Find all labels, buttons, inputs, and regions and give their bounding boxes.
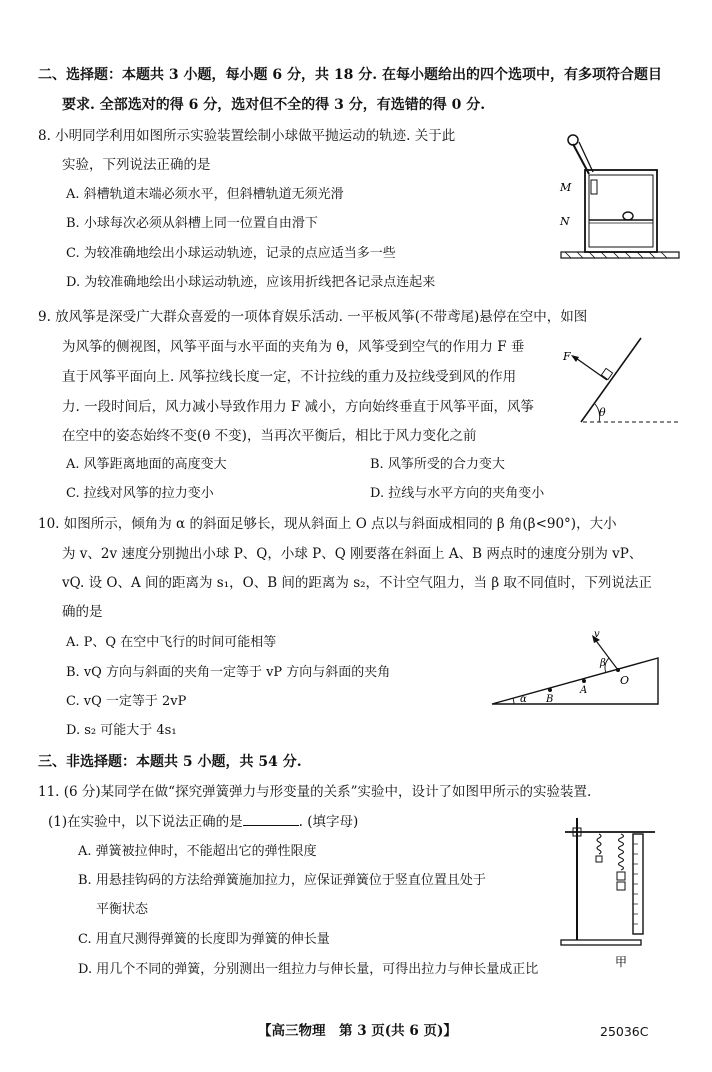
q8-ball-icon (623, 212, 633, 220)
q9-option-c: C. 拉线对风筝的拉力变小 (66, 486, 214, 501)
q11-spring-apparatus-figure (555, 812, 685, 972)
q11-sub1-text: (1)在实验中，以下说法正确的是 (48, 814, 243, 830)
q9-stem-line1: 9. 放风筝是深受广大群众喜爱的一项体育娱乐活动. 一平板风筝(不带鸢尾)悬停在空中，如图 (38, 309, 588, 325)
q8-label-n: N (560, 215, 570, 228)
q9-label-theta: θ (599, 406, 606, 419)
footer-page-info: 【高三物理 第 3 页(共 6 页)】 (258, 1023, 457, 1039)
section3-heading: 三、非选择题：本题共 5 小题，共 54 分. (38, 754, 302, 770)
q11-option-d: D. 用几个不同的弹簧，分别测出一组拉力与伸长量，可得出拉力与伸长量成正比 (78, 962, 539, 977)
q11-sub1 (48, 813, 358, 831)
q11-answer-blank[interactable] (243, 813, 299, 826)
q11-option-b-line2: 平衡状态 (96, 902, 149, 917)
q9-kite-figure (555, 330, 685, 430)
q10-label-beta: β (600, 658, 606, 669)
q9-option-b: B. 风筝所受的合力变大 (370, 457, 505, 472)
q9-stem-line5: 在空中的姿态始终不变(θ 不变)，当再次平衡后，相比于风力变化之前 (62, 428, 477, 444)
q10-point-a (582, 679, 586, 683)
q10-point-b (548, 688, 552, 692)
q9-stem-line4: 力. 一段时间后，风力减小导致作用力 F 减小，方向始终垂直于风筝平面，风筝 (62, 399, 535, 415)
q11-spring-short (597, 834, 601, 854)
q9-option-a: A. 风筝距离地面的高度变大 (66, 457, 227, 472)
q10-stem-line1: 10. 如图所示，倾角为 α 的斜面足够长，现从斜面上 O 点以与斜面成相同的 β 角(β<90°)，大小 (38, 516, 617, 532)
q10-incline-figure (488, 628, 664, 712)
q11-stand-base (561, 940, 641, 945)
q11-label-jia: 甲 (615, 955, 628, 969)
q10-option-c: C. vQ 一定等于 2vP (66, 694, 187, 709)
footer-exam-code: 25036C (600, 1024, 649, 1039)
q10-label-o: O (620, 674, 630, 687)
q8-option-a: A. 斜槽轨道末端必须水平，但斜槽轨道无须光滑 (66, 187, 344, 202)
q11-spring-long (619, 834, 624, 870)
q10-option-a: A. P、Q 在空中飞行的时间可能相等 (66, 635, 277, 650)
q8-option-b: B. 小球每次必须从斜槽上同一位置自由滑下 (66, 216, 318, 231)
q9-kite-plane (581, 338, 641, 422)
q9-stem-line2: 为风筝的侧视图，风筝平面与水平面的夹角为 θ，风筝受到空气的作用力 F 垂 (62, 339, 525, 355)
q11-weight-2 (617, 882, 625, 890)
q10-velocity-arrow (594, 638, 618, 670)
q10-label-b: B (546, 694, 554, 705)
q10-option-d: D. s₂ 可能大于 4s₁ (66, 723, 177, 738)
q11-weight-1 (617, 872, 625, 880)
q11-option-a: A. 弹簧被拉伸时，不能超出它的弹性限度 (78, 844, 317, 859)
q9-stem-line3: 直于风筝平面向上. 风筝拉线长度一定，不计拉线的重力及拉线受到风的作用 (62, 369, 517, 385)
q8-stem-line1: 8. 小明同学利用如图所示实验装置绘制小球做平抛运动的轨迹. 关于此 (38, 128, 456, 144)
section2-heading-line2: 要求. 全部选对的得 6 分，选对但不全的得 3 分，有选错的得 0 分. (62, 97, 486, 113)
q10-stem-line2: 为 v、2v 速度分别抛出小球 P、Q，小球 P、Q 刚要落在斜面上 A、B 两点时的速度分别为 vP、 (62, 546, 643, 562)
q9-force-arrow (573, 356, 607, 380)
q10-incline (492, 658, 658, 704)
q10-label-alpha: α (520, 694, 527, 705)
q11-option-c: C. 用直尺测得弹簧的长度即为弹簧的伸长量 (78, 932, 330, 947)
q10-label-v: v (594, 629, 600, 640)
q8-option-c: C. 为较准确地绘出小球运动轨迹，记录的点应适当多一些 (66, 246, 396, 261)
q11-option-b-line1: B. 用悬挂钩码的方法给弹簧施加拉力，应保证弹簧位于竖直位置且处于 (78, 873, 486, 888)
q10-option-b: B. vQ 方向与斜面的夹角一定等于 vP 方向与斜面的夹角 (66, 665, 391, 680)
q8-board-frame (585, 170, 657, 252)
q8-option-d: D. 为较准确地绘出小球运动轨迹，应该用折线把各记录点连起来 (66, 275, 436, 290)
q9-option-d: D. 拉线与水平方向的夹角变小 (370, 486, 545, 501)
q11-stem-line1: 11. (6 分)某同学在做“探究弹簧弹力与形变量的关系”实验中，设计了如图甲所示的实验装置. (38, 784, 592, 800)
q10-stem-line4: 确的是 (62, 604, 103, 620)
q8-ball-top-icon (568, 135, 578, 145)
section2-heading-line1: 二、选择题：本题共 3 小题，每小题 6 分，共 18 分. 在每小题给出的四个选项中，有多项符合题目 (38, 67, 662, 83)
q8-stem-line2: 实验，下列说法正确的是 (62, 157, 211, 173)
q9-label-f: F (563, 350, 571, 363)
q10-stem-line3: vQ. 设 O、A 间的距离为 s₁，O、B 间的距离为 s₂，不计空气阻力，当 β 取不同值时，下列说法正 (62, 575, 652, 591)
q11-sub1-suffix: . (填字母) (298, 814, 359, 830)
q8-label-m: M (560, 181, 572, 194)
q8-apparatus-figure (555, 128, 685, 270)
q10-label-a: A (580, 685, 588, 696)
